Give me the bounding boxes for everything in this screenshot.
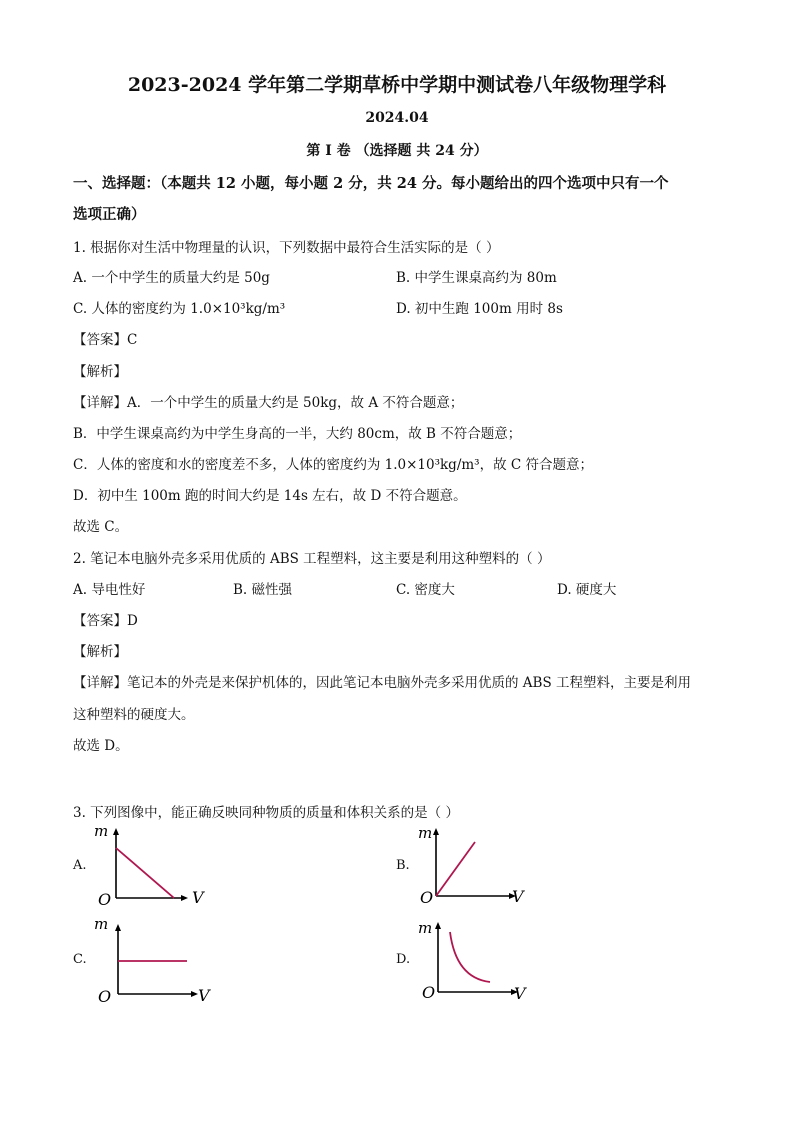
- q2-option-c: C. 密度大: [396, 582, 455, 598]
- q2-analysis: 【解析】: [73, 644, 127, 660]
- q1-option-c: C. 人体的密度约为 1.0×10³kg/m³: [73, 301, 286, 317]
- x-axis-arrow: [191, 991, 198, 997]
- q3-graph-a: [88, 822, 218, 912]
- x-axis-label: V: [198, 986, 210, 1005]
- mass-volume-curve: [116, 848, 174, 898]
- q3-option-b-label: B.: [396, 858, 410, 873]
- q1-stem: 1. 根据你对生活中物理量的认识，下列数据中最符合生活实际的是（ ）: [73, 240, 500, 256]
- x-axis-label: V: [192, 888, 204, 907]
- q1-detail-4: D．初中生 100m 跑的时间大约是 14s 左右，故 D 不符合题意。: [73, 488, 467, 504]
- mass-volume-curve: [450, 932, 490, 982]
- q2-option-a: A. 导电性好: [73, 582, 146, 598]
- q2-detail-2: 这种塑料的硬度大。: [73, 707, 195, 723]
- q3-graph-d: [412, 912, 542, 1008]
- y-axis-label: m: [94, 822, 109, 840]
- q1-detail-3: C．人体的密度和水的密度差不多，人体的密度约为 1.0×10³kg/m³，故 C 符合题意；: [73, 457, 593, 473]
- q3-option-a-label: A.: [73, 858, 87, 873]
- q3-graph-c: [88, 912, 218, 1008]
- q1-conclusion: 故选 C。: [73, 519, 129, 535]
- y-axis-label: m: [418, 919, 433, 937]
- q1-answer: 【答案】C: [73, 332, 138, 348]
- y-axis-label: m: [418, 824, 433, 842]
- y-axis-label: m: [94, 915, 109, 933]
- q1-option-a: A. 一个中学生的质量大约是 50g: [73, 270, 270, 286]
- origin-label: O: [420, 888, 434, 907]
- section-heading-line1: 一、选择题：（本题共 12 小题，每小题 2 分，共 24 分。每小题给出的四个选项中只有一个: [73, 175, 669, 192]
- q2-answer: 【答案】D: [73, 613, 138, 629]
- origin-label: O: [98, 890, 112, 909]
- x-axis-label: V: [512, 887, 524, 906]
- q1-analysis: 【解析】: [73, 364, 127, 380]
- q3-option-d-label: D.: [396, 952, 411, 967]
- q3-option-c-label: C.: [73, 952, 87, 967]
- q1-detail-1: 【详解】A．一个中学生的质量大约是 50kg，故 A 不符合题意；: [73, 395, 464, 411]
- y-axis-arrow: [115, 924, 121, 931]
- q2-stem: 2. 笔记本电脑外壳多采用优质的 ABS 工程塑料，这主要是利用这种塑料的（ ）: [73, 551, 551, 567]
- y-axis-arrow: [435, 922, 441, 929]
- q3-graph-b: [412, 822, 542, 912]
- q1-option-b: B. 中学生课桌高约为 80m: [396, 270, 557, 286]
- origin-label: O: [98, 987, 112, 1006]
- page-title: 2023-2024 学年第二学期草桥中学期中测试卷八年级物理学科: [127, 74, 667, 96]
- y-axis-arrow: [433, 828, 439, 835]
- q2-option-d: D. 硬度大: [557, 582, 617, 598]
- x-axis-arrow: [181, 895, 188, 901]
- exam-date: 2024.04: [365, 110, 429, 126]
- q1-option-d: D. 初中生跑 100m 用时 8s: [396, 301, 563, 317]
- q2-detail-1: 【详解】笔记本的外壳是来保护机体的，因此笔记本电脑外壳多采用优质的 ABS 工程塑料，主要是利用: [73, 675, 691, 691]
- y-axis-arrow: [113, 828, 119, 835]
- mass-volume-curve: [436, 842, 475, 896]
- q2-conclusion: 故选 D。: [73, 738, 129, 754]
- x-axis-label: V: [514, 984, 526, 1003]
- origin-label: O: [422, 983, 436, 1002]
- q2-option-b: B. 磁性强: [233, 582, 293, 598]
- section-heading-line2: 选项正确）: [73, 206, 146, 223]
- q3-stem: 3. 下列图像中，能正确反映同种物质的质量和体积关系的是（ ）: [73, 805, 459, 821]
- volume-heading: 第 I 卷 （选择题 共 24 分）: [306, 143, 488, 159]
- q1-detail-2: B．中学生课桌高约为中学生身高的一半，大约 80cm，故 B 不符合题意；: [73, 426, 522, 442]
